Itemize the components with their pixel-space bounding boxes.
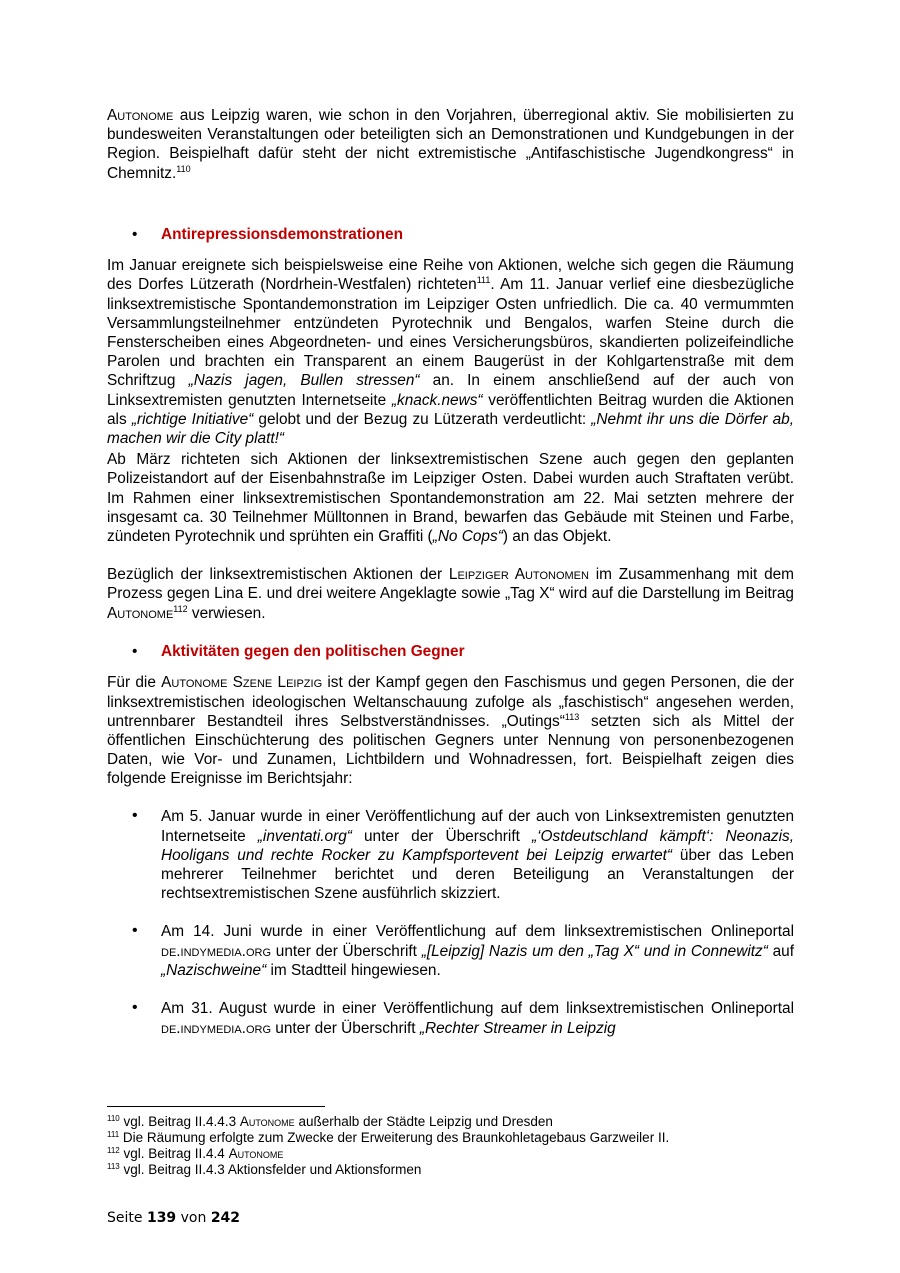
term-autonome: Autonome: [228, 1146, 284, 1161]
paragraph-text: Am 31. August wurde in einer Veröffentlichung auf dem linksextremistischen Onlineportal: [161, 1000, 794, 1018]
term-indymedia: de.indymedia.org: [161, 1019, 272, 1037]
bullet-icon: •: [132, 999, 138, 1017]
footnote-110: [107, 1114, 807, 1130]
quote-tag-x: „[Leipzig] Nazis um den „Tag X“ und in Connewitz“: [421, 942, 768, 960]
list-item-text: [161, 999, 794, 1037]
total-pages: 242: [210, 1210, 241, 1226]
footer-text: von: [176, 1210, 211, 1226]
list-item: [107, 922, 794, 999]
footnote-ref-113: 113: [564, 711, 580, 722]
footnote-ref-111: 111: [476, 275, 491, 286]
footnotes: [107, 1114, 807, 1178]
paragraph-text: im Stadtteil hingewiesen.: [266, 961, 441, 979]
quote-doerfer: „Nehmt ihr uns die Dörfer ab, machen wir die City platt!“: [107, 410, 795, 448]
quote-richtige-initiative: „richtige Initiative“: [131, 410, 254, 428]
paragraph-text: unter der Überschrift: [271, 942, 422, 960]
bullet-icon: •: [132, 643, 138, 661]
footer-text: Seite: [107, 1210, 147, 1226]
paragraph-text: Für die: [107, 674, 162, 692]
paragraph-text: über das Leben mehrerer Teilnehmer berichtet und deren Beteiligung an Veranstaltungen der rechtsextremistischen Szene ausführlich skizziert.: [161, 846, 794, 903]
paragraph-text: an. In einem anschließend auf der auch von Linksextremisten genutzten Internetseite: [107, 372, 794, 409]
paragraph-text: Am 5. Januar wurde in einer Veröffentlichung auf der auch von Linksextremisten genutzten Internetseite: [161, 808, 794, 845]
paragraph-text: Ab März richteten sich Aktionen der linksextremistischen Szene auch gegen den geplanten Polizeistandort auf der Eisenbahnstraße im Leipziger Osten. Dabei wurden auch Straftaten verübt. Im Rahmen einer linksextremistischen Spontandemonstration am 22. Mai setzten mehrere der insgesamt ca. 30 Teilnehmer Mülltonnen in Brand, bewarfen das Gebäude mit Steinen und Farbe, zündeten Pyrotechnik und sprühten ein Graffiti (: [107, 451, 794, 546]
paragraph-autonome-leipzig: [107, 106, 794, 183]
term-autonome-szene-leipzig: Autonome Szene Leipzig: [161, 674, 323, 692]
paragraph-text: aus Leipzig waren, wie schon in den Vorjahren, überregional aktiv. Sie mobilisierten zu bundesweiten Veranstaltungen oder beteiligten sich an Demonstrationen und Kundgebungen in der Region. Beispielhaft dafür steht der nicht extremistische „Antifaschistische Jugendkongress“ in Chemnitz.: [107, 107, 794, 182]
document-body: [107, 106, 794, 1039]
list-item: [107, 999, 794, 1039]
quote-ostdeutschland: „‘Ostdeutschland kämpft‘: Neonazis, Hooligans und rechte Rocker zu Kampfsportevent bei Leipzig erwartet“: [161, 827, 794, 864]
term-leipziger-autonome: Leipziger Autonomen: [448, 566, 589, 584]
paragraph-text: unter der Überschrift: [271, 1019, 420, 1037]
quote-nazis-jagen: „Nazis jagen, Bullen stressen“: [188, 372, 420, 390]
paragraph-text: unter der Überschrift: [351, 827, 532, 845]
footnote-divider: [107, 1106, 325, 1107]
paragraph-text: gelobt und der Bezug zu Lützerath verdeutlicht:: [253, 410, 592, 428]
footnote-ref-110: 110: [176, 163, 191, 174]
paragraph-text: Im Januar ereignete sich beispielsweise eine Reihe von Aktionen, welche sich gegen die Räumung des Dorfes Lützerath (Nordrhein-Westfalen) richteten: [107, 257, 794, 294]
events-list: [107, 807, 794, 1039]
footnote-112: [107, 1146, 807, 1162]
footnote-text: vgl. Beitrag II.4.3 Aktionsfelder und Aktionsformen: [119, 1162, 422, 1177]
paragraph-text: veröffentlichten Beitrag wurden die Aktionen als: [107, 391, 794, 428]
heading-text: Antirepressionsdemonstrationen: [161, 226, 404, 243]
paragraph-text: Bezüglich der linksextremistischen Aktionen der: [107, 566, 449, 584]
footnote-number: 113: [107, 1162, 120, 1171]
quote-rechter-streamer: „Rechter Streamer in Leipzig: [419, 1019, 616, 1037]
list-item-text: [161, 922, 794, 980]
term-autonome: Autonome: [239, 1114, 295, 1129]
footnote-text: Die Räumung erfolgte zum Zwecke der Erweiterung des Braunkohletagebaus Garzweiler II.: [119, 1130, 670, 1145]
paragraph-outings: [107, 673, 794, 807]
paragraph-luetzerath: [107, 256, 794, 448]
term-autonome: Autonome: [107, 107, 174, 124]
paragraph-text: . Am 11. Januar verlief eine diesbezügliche linksextremistische Spontandemonstration im Leipziger Osten unfriedlich. Die ca. 40 vermummten Versammlungsteilnehmer entzündeten Pyrotechnik und Bengalos, warfen Steine durch die Fensterscheiben eines Abgeordneten- und eines Versicherungsbüros, skandierten polizeifeindliche Parolen und brachten ein Transparent an einem Baugerüst in der Kohlgartenstraße mit dem Schriftzug: [107, 276, 795, 390]
list-item-text: [161, 807, 794, 903]
term-autonome: Autonome: [107, 604, 174, 622]
bullet-icon: •: [132, 226, 138, 243]
paragraph-polizeistandort: [107, 450, 794, 565]
page-number-footer: [107, 1210, 240, 1226]
footnote-text: vgl. Beitrag II.4.4: [119, 1146, 229, 1161]
bullet-icon: •: [132, 922, 138, 940]
paragraph-text: auf: [767, 942, 794, 960]
list-item: [107, 807, 794, 922]
footnote-111: [107, 1130, 807, 1146]
footnote-text: vgl. Beitrag II.4.4.3: [119, 1114, 240, 1129]
footnote-number: 112: [107, 1146, 120, 1155]
section-heading-political-opponent: [107, 642, 794, 661]
paragraph-text: verwiesen.: [187, 604, 266, 622]
paragraph-text: setzten sich als Mittel der öffentlichen Einschüchterung des politischen Gegners unter Nennung von personenbezogenen Daten, wie Vor- und Zunamen, Lichtbildern und Wohnadressen, fort. Beispielhaft zeigen dies folgende Ereignisse im Berichtsjahr:: [107, 712, 794, 788]
paragraph-text: ) an das Objekt.: [502, 528, 612, 546]
paragraph-text: im Zusammenhang mit dem Prozess gegen Lina E. und drei weitere Angeklagte sowie „Tag X“ wird auf die Darstellung im Beitrag: [107, 566, 795, 603]
heading-text: Aktivitäten gegen den politischen Gegner: [161, 643, 465, 661]
paragraph-lina-e: [107, 565, 794, 642]
paragraph-text: Am 14. Juni wurde in einer Veröffentlichung auf dem linksextremistischen Onlineportal: [161, 923, 794, 941]
footnote-number: 111: [107, 1130, 120, 1139]
quote-no-cops: „No Cops“: [432, 528, 503, 546]
term-indymedia: de.indymedia.org: [161, 942, 272, 960]
quote-inventati: „inventati.org“: [257, 827, 352, 845]
bullet-icon: •: [132, 807, 138, 825]
footnote-ref-112: 112: [173, 603, 188, 614]
section-heading-antirepression: [107, 225, 794, 244]
footnote-number: 110: [107, 1114, 120, 1123]
footnote-text: außerhalb der Städte Leipzig und Dresden: [294, 1114, 553, 1129]
footnote-113: [107, 1162, 807, 1178]
quote-nazischweine: „Nazischweine“: [161, 961, 267, 979]
quote-knack-news: „knack.news“: [391, 391, 483, 409]
current-page: 139: [146, 1210, 177, 1226]
paragraph-text: ist der Kampf gegen den Faschismus und gegen Personen, die der linksextremistischen ideologischen Weltanschauung zufolge als „faschistisch“ angesehen werden, untrennbarer Bestandteil ihres Selbstverständnisses. „Outings“: [107, 674, 794, 730]
